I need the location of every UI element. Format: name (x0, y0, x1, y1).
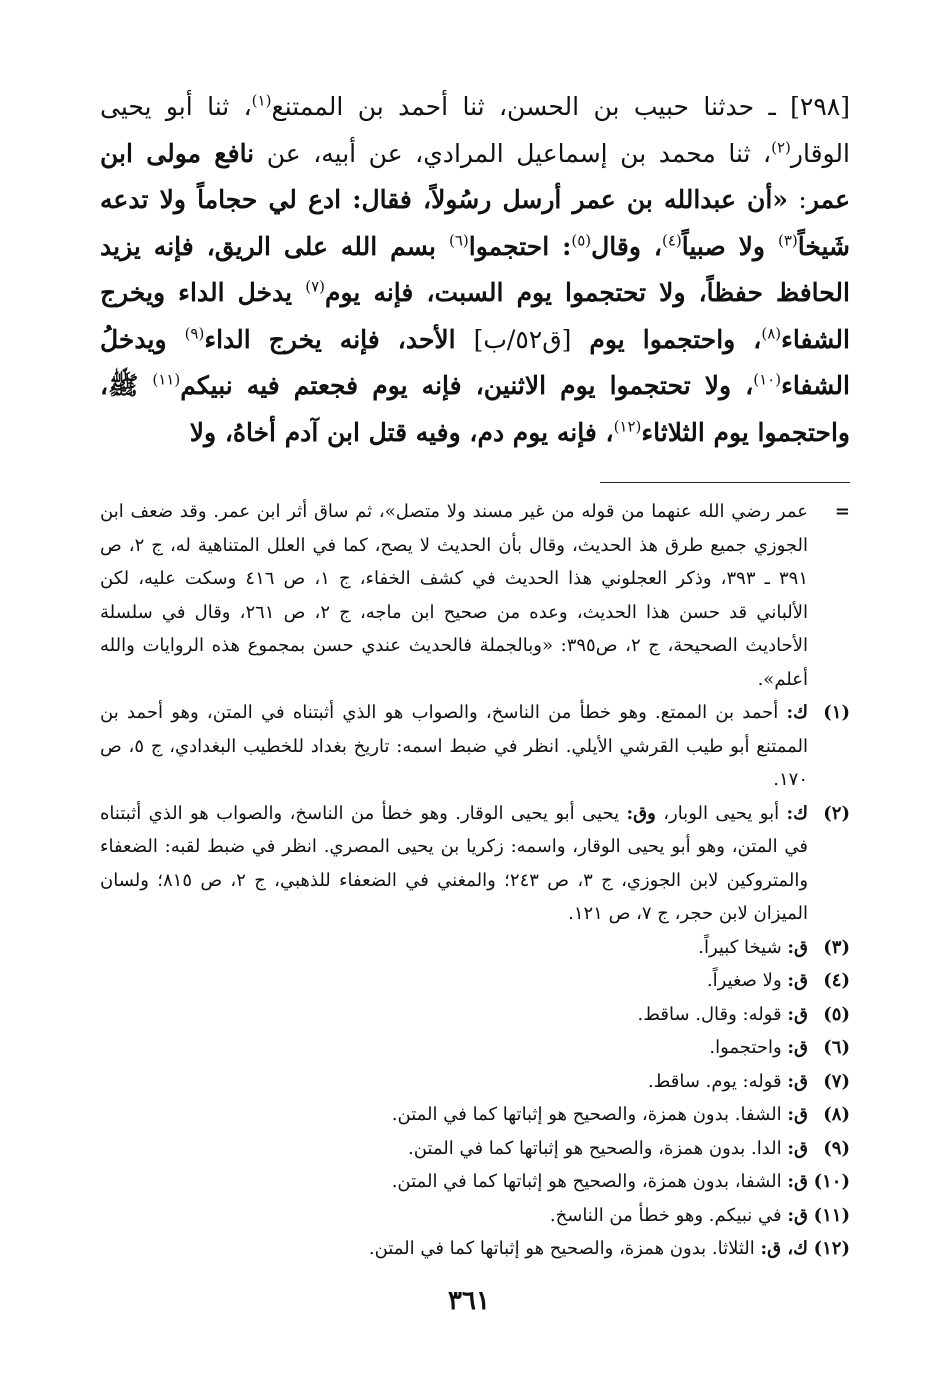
footnote-item (100, 797, 850, 931)
hadith-text-bold: يدخل الداء ويخرج الشفاء (100, 278, 850, 354)
footnote-text-part: واحتجموا. (709, 1037, 788, 1058)
footnote-text (100, 1165, 808, 1199)
footnote-reference: (٨) (761, 324, 782, 343)
footnote-item (100, 1065, 850, 1099)
hadith-text-bold: ﷺ، واحتجموا يوم الثلاثاء (100, 371, 850, 447)
footnote-number: (٩) (823, 1137, 850, 1159)
footnote-number: (١٠) (813, 1171, 850, 1192)
footnote-text (100, 1232, 808, 1266)
footnote-number: (١) (823, 702, 850, 723)
hadith-text-bold: ، وقال (591, 231, 662, 261)
manuscript-siglum: ق: (787, 1037, 808, 1058)
footnote-text (100, 1065, 808, 1099)
footnote-reference: (٢) (771, 138, 791, 157)
footnote-text (100, 696, 808, 797)
hadith-text-bold: ، ولا تحتجموا يوم الاثنين، فإنه يوم فجعتم فيه نبيكم (180, 371, 754, 400)
footnote-text-part: في نبيكم. وهو خطأ من الناسخ. (549, 1204, 788, 1226)
page-number: ٣٦١ (448, 1286, 490, 1316)
footnote-reference: (٦) (448, 231, 469, 250)
footnote-reference: (١١) (152, 370, 181, 389)
hadith-text-bold: : احتجموا (468, 231, 572, 261)
footnote-number: (٧) (823, 1070, 850, 1092)
footnote-text-part: الشفا، بدون همزة، والصحيح هو إثباتها كما في المتن. (391, 1171, 788, 1192)
footnote-number: = (834, 501, 850, 522)
footnote-text (100, 1031, 808, 1065)
footnote-item (100, 964, 850, 998)
hadith-text: ، ثنا أبو يحيى الوقار (100, 92, 850, 168)
footnote-number: (٤) (823, 970, 850, 991)
footnote-number: (٣) (823, 936, 850, 958)
footnote-reference: (٤) (661, 231, 682, 250)
footnote-reference: (٣) (777, 231, 798, 250)
hadith-text: [٢٩٨] ـ حدثنا حبيب بن الحسن، ثنا أحمد بن الممتنع (271, 92, 850, 121)
footnote-text-part: قوله: وقال. ساقط. (637, 1003, 788, 1025)
footnote-text (100, 1132, 808, 1166)
hadith-text-bold: ، فإنه يوم دم، وفيه قتل ابن آدم أخاهُ، ولا (189, 417, 614, 447)
footnote-item (100, 1098, 850, 1132)
footnotes-section (100, 495, 850, 1266)
footnote-text-part: أحمد بن الممتع. وهو خطأ من الناسخ، والصواب هو الذي أثبتناه في المتن، وهو أحمد بن الممتنع أبو طيب القرشي الأيلي. انظر في ضبط اسمه: تاريخ بغداد للخطيب البغدادي، ج ٥، ص ١٧٠. (100, 702, 809, 790)
footnote-text (100, 998, 808, 1032)
manuscript-siglum: ق: (787, 970, 808, 991)
manuscript-siglum: ق: (787, 1003, 808, 1025)
footnote-text-part: الدا. بدون همزة، والصحيح هو إثباتها كما في المتن. (408, 1137, 788, 1159)
footnote-number: (٢) (823, 802, 850, 824)
hadith-text-bold: ولا صبياً (681, 231, 778, 261)
footnote-item (100, 1199, 850, 1233)
footnote-number: (١١) (813, 1204, 850, 1226)
footnote-number: (٥) (823, 1003, 850, 1025)
footnote-reference: (١٠) (753, 370, 782, 389)
footnote-item (100, 931, 850, 965)
footnote-reference: (١٢) (613, 417, 642, 436)
footnote-text-part: الثلاثا. بدون همزة، والصحيح هو إثباتها كما في المتن. (368, 1238, 761, 1259)
footnote-reference: (١) (251, 91, 272, 110)
manuscript-siglum: ك: (786, 802, 808, 824)
footnote-item (100, 998, 850, 1032)
footnote-item (100, 1165, 850, 1199)
manuscript-siglum: ق: (787, 1070, 808, 1092)
footnote-reference: (٥) (571, 231, 592, 250)
hadith-text-bold: بسم الله على الريق، فإنه يزيد الحافظ حفظاً، ولا تحتجموا يوم السبت، فإنه يوم (100, 231, 850, 307)
hadith-text: ، ثنا محمد بن إسماعيل المرادي، عن أبيه، عن (254, 138, 772, 168)
footnote-item (100, 696, 850, 797)
footnote-text-part: عمر رضي الله عنهما من قوله من غير مسند ولا متصل»، ثم ساق أثر ابن عمر. وقد ضعف ابن الجوزي جميع طرق هذ الحديث، وقال بأن الحديث لا يصح، كما في العلل المتناهية له، ج ٢، ص ٣٩١ ـ ٣٩٣، وذكر العجلوني هذا الحديث في كشف الخفاء، ج ١، ص ٤١٦ وسكت عليه، لكن الألباني قد حسن هذا الحديث، وعده من صحيح ابن ماجه، ج ٢، ص ٢٦١، وقال في سلسلة الأحاديث الصحيحة، ج ٢، ص٣٩٥: «وبالجملة فالحديث عندي حسن بمجموع هذه الروايات والله أعلم». (100, 501, 809, 690)
hadith-main-text (100, 84, 850, 456)
footnote-text (100, 1098, 808, 1132)
footnote-text-part: أبو يحيى الوبار، (655, 802, 787, 824)
footnote-text-part: قوله: يوم. ساقط. (647, 1070, 788, 1092)
manuscript-siglum: ق: (787, 1204, 808, 1226)
footnote-text (100, 964, 808, 998)
footnote-item (100, 1132, 850, 1166)
footnote-number: (١٢) (813, 1238, 850, 1259)
manuscript-siglum: ك: (786, 702, 808, 723)
hadith-text-bold: ، واحتجموا يوم (571, 324, 762, 354)
hadith-text-bold: ويدخلُ الشفاء (100, 324, 850, 400)
footnote-divider (600, 482, 850, 483)
manuscript-siglum: ك، ق: (760, 1238, 808, 1259)
footnote-text-part: يحيى أبو يحيى الوقار. وهو خطأ من الناسخ، والصواب هو الذي أثبتناه في المتن، وهو أبو يحيى الوقار، واسمه: زكريا بن يحيى المصري. انظر في ضبط لقبه: الضعفاء والمتروكين لابن الجوزي، ج ٣، ص ٢٤٣؛ والمغني في الضعفاء للذهبي، ج ٢، ص ٨١٥؛ ولسان الميزان لابن حجر، ج ٧، ص ١٢١. (100, 802, 809, 924)
footnote-text-part: ولا صغيراً. (706, 970, 788, 991)
footnote-item (100, 495, 850, 696)
manuscript-siglum: ق: (787, 936, 808, 958)
footnote-text (100, 931, 808, 965)
footnote-number: (٨) (823, 1104, 850, 1125)
hadith-text-bold: الأحد، فإنه يخرج الداء (204, 324, 474, 354)
hadith-text: [ق٥٢/ب] (473, 324, 572, 354)
footnote-item (100, 1232, 850, 1266)
footnote-text (100, 1199, 808, 1233)
hadith-text-bold: نافع مولى ابن عمر (100, 138, 850, 214)
manuscript-siglum: وق: (626, 802, 656, 824)
footnote-number: (٦) (823, 1037, 850, 1058)
footnote-item (100, 1031, 850, 1065)
footnote-text (100, 797, 808, 931)
hadith-text: : (787, 185, 807, 214)
manuscript-siglum: ق: (787, 1104, 808, 1125)
manuscript-siglum: ق: (787, 1137, 808, 1159)
hadith-text-bold: «أن عبدالله بن عمر أرسل رسُولاً، فقال: ادع لي حجاماً ولا تدعه شَيخاً (100, 185, 850, 261)
footnote-text-part: الشفا. بدون همزة، والصحيح هو إثباتها كما في المتن. (391, 1104, 788, 1125)
footnote-reference: (٧) (305, 277, 325, 296)
footnote-reference: (٩) (184, 324, 205, 343)
footnote-text-part: شيخا كبيراً. (698, 936, 788, 958)
footnote-text (100, 495, 808, 696)
manuscript-siglum: ق: (787, 1171, 808, 1192)
